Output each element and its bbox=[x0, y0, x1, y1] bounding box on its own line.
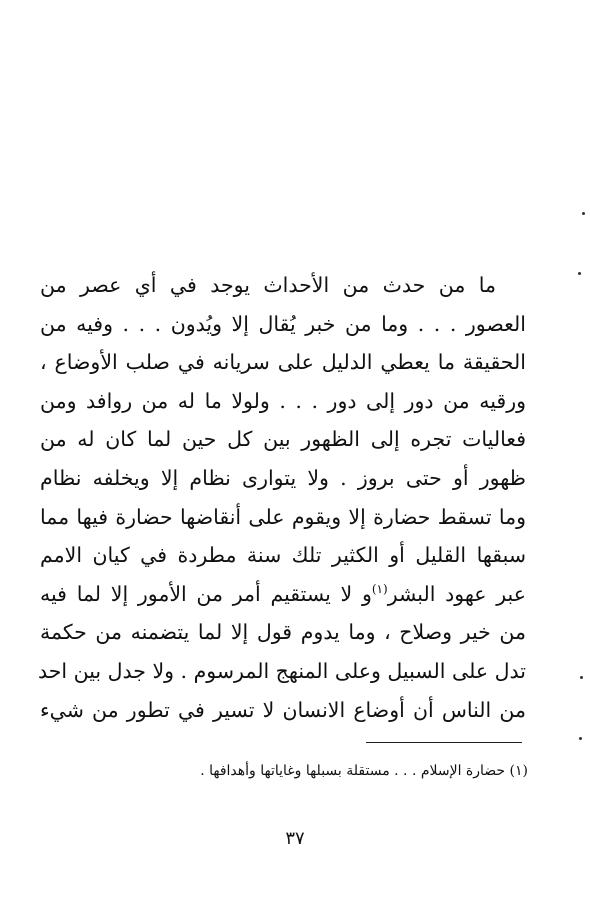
scan-speck bbox=[579, 737, 582, 740]
text-line: وما تسقط حضارة إلا ويقوم على أنقاضها حضارة فيها مما bbox=[40, 504, 526, 529]
text-line: ظهور أو حتى بروز . ولا يتوارى نظام إلا ويخلفه نظام bbox=[40, 465, 526, 490]
body-text bbox=[37, 266, 526, 729]
text-line: ورقيه من دور إلى دور . . . ولولا ما له من روافد ومن bbox=[40, 388, 526, 413]
scan-speck bbox=[580, 676, 583, 679]
text-line: فعاليات تجره إلى الظهور بين كل حين لما كان له من bbox=[40, 427, 526, 452]
text-line: تدل على السبيل وعلى المنهج المرسوم . ولا جدل بين احد bbox=[37, 658, 526, 683]
footnote-separator bbox=[366, 742, 522, 743]
text-line: ما من حدث من الأحداث يوجد في أي عصر من bbox=[40, 273, 496, 297]
text-line-with-footnote bbox=[40, 575, 526, 614]
text-line: من الناس أن أوضاع الانسان لا تسير في تطور من شيء bbox=[40, 697, 526, 722]
footnote-reference: (١) bbox=[371, 581, 388, 596]
text-line: الحقيقة ما يعطي الدليل على سريانه في صلب الأوضاع ، bbox=[40, 350, 526, 375]
scan-speck bbox=[578, 272, 581, 275]
scan-speck bbox=[582, 212, 585, 215]
page-number: ٣٧ bbox=[285, 828, 305, 849]
text-line: من خير وصلاح ، وما يدوم قول إلا لما يتضمنه من حكمة bbox=[40, 620, 526, 645]
text-line-rest: لا يستقيم أمر من الأمور إلا لما فيه bbox=[40, 581, 353, 606]
text-line: سبقها القليل أو الكثير تلك سنة مطردة في كيان الامم bbox=[40, 543, 526, 568]
text-line-lead: عبر عهود البشر bbox=[387, 581, 526, 606]
footnote: (١) حضارة الإسلام . . . مستقلة بسبلها وغاياتها وأهدافها . bbox=[200, 763, 528, 779]
text-line-connector: و bbox=[361, 581, 372, 606]
text-line: العصور . . . وما من خبر يُقال إلا ويُدون . . . وفيه من bbox=[40, 311, 526, 336]
